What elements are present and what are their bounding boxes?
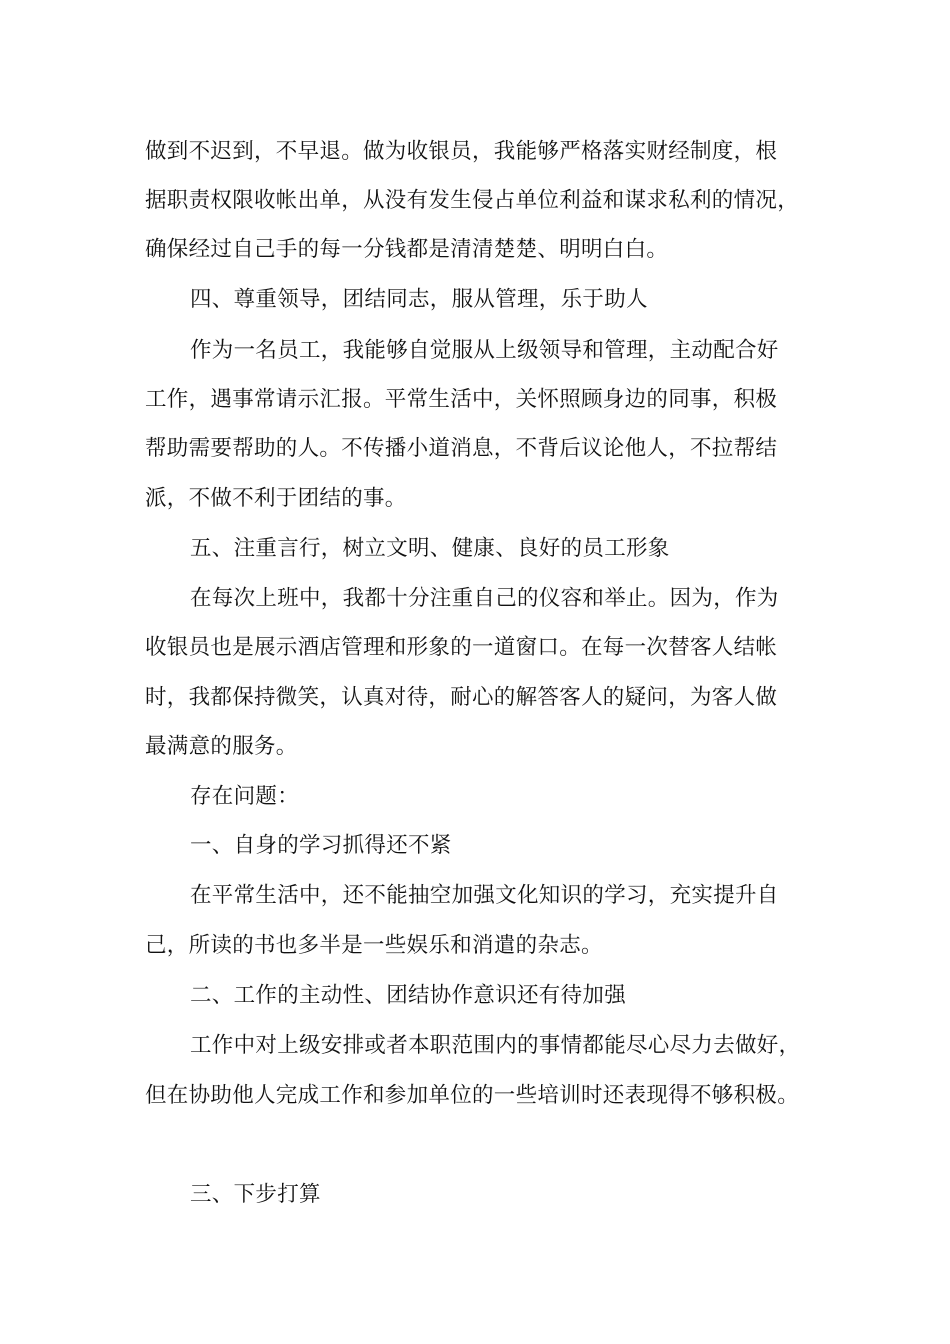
body-text-line: 时，我都保持微笑，认真对待，耐心的解答客人的疑问，为客人做 (145, 685, 778, 710)
body-text-line: 工作中对上级安排或者本职范围内的事情都能尽心尽力去做好， (190, 1033, 801, 1058)
body-text-line: 在平常生活中，还不能抽空加强文化知识的学习，充实提升自 (190, 883, 779, 908)
body-text-line: 但在协助他人完成工作和参加单位的一些培训时还表现得不够积极。 (145, 1083, 800, 1108)
body-text-line: 收银员也是展示酒店管理和形象的一道窗口。在每一次替客人结帐 (145, 635, 778, 660)
section-heading: 存在问题： (190, 784, 300, 809)
section-heading: 四、尊重领导，团结同志，服从管理，乐于助人 (190, 287, 648, 312)
body-text-line: 确保经过自己手的每一分钱都是清清楚楚、明明白白。 (145, 237, 669, 262)
body-text-line: 最满意的服务。 (145, 734, 298, 759)
body-text-line: 做到不迟到，不早退。做为收银员，我能够严格落实财经制度，根 (145, 139, 778, 164)
section-heading: 五、注重言行，树立文明、健康、良好的员工形象 (190, 536, 670, 561)
body-text-line: 在每次上班中，我都十分注重自己的仪容和举止。因为，作为 (190, 586, 779, 611)
body-text-line: 派，不做不利于团结的事。 (145, 486, 407, 511)
body-text-line: 工作，遇事常请示汇报。平常生活中，关怀照顾身边的同事，积极 (145, 387, 778, 412)
section-heading: 二、工作的主动性、团结协作意识还有待加强 (190, 983, 627, 1008)
body-text-line: 帮助需要帮助的人。不传播小道消息，不背后议论他人，不拉帮结 (145, 436, 778, 461)
body-text-line: 作为一名员工，我能够自觉服从上级领导和管理，主动配合好 (190, 338, 779, 363)
body-text-line: 据职责权限收帐出单，从没有发生侵占单位利益和谋求私利的情况， (145, 188, 800, 213)
section-heading: 三、下步打算 (190, 1182, 321, 1207)
section-heading: 一、自身的学习抓得还不紧 (190, 833, 452, 858)
body-text-line: 己，所读的书也多半是一些娱乐和消遣的杂志。 (145, 933, 603, 958)
